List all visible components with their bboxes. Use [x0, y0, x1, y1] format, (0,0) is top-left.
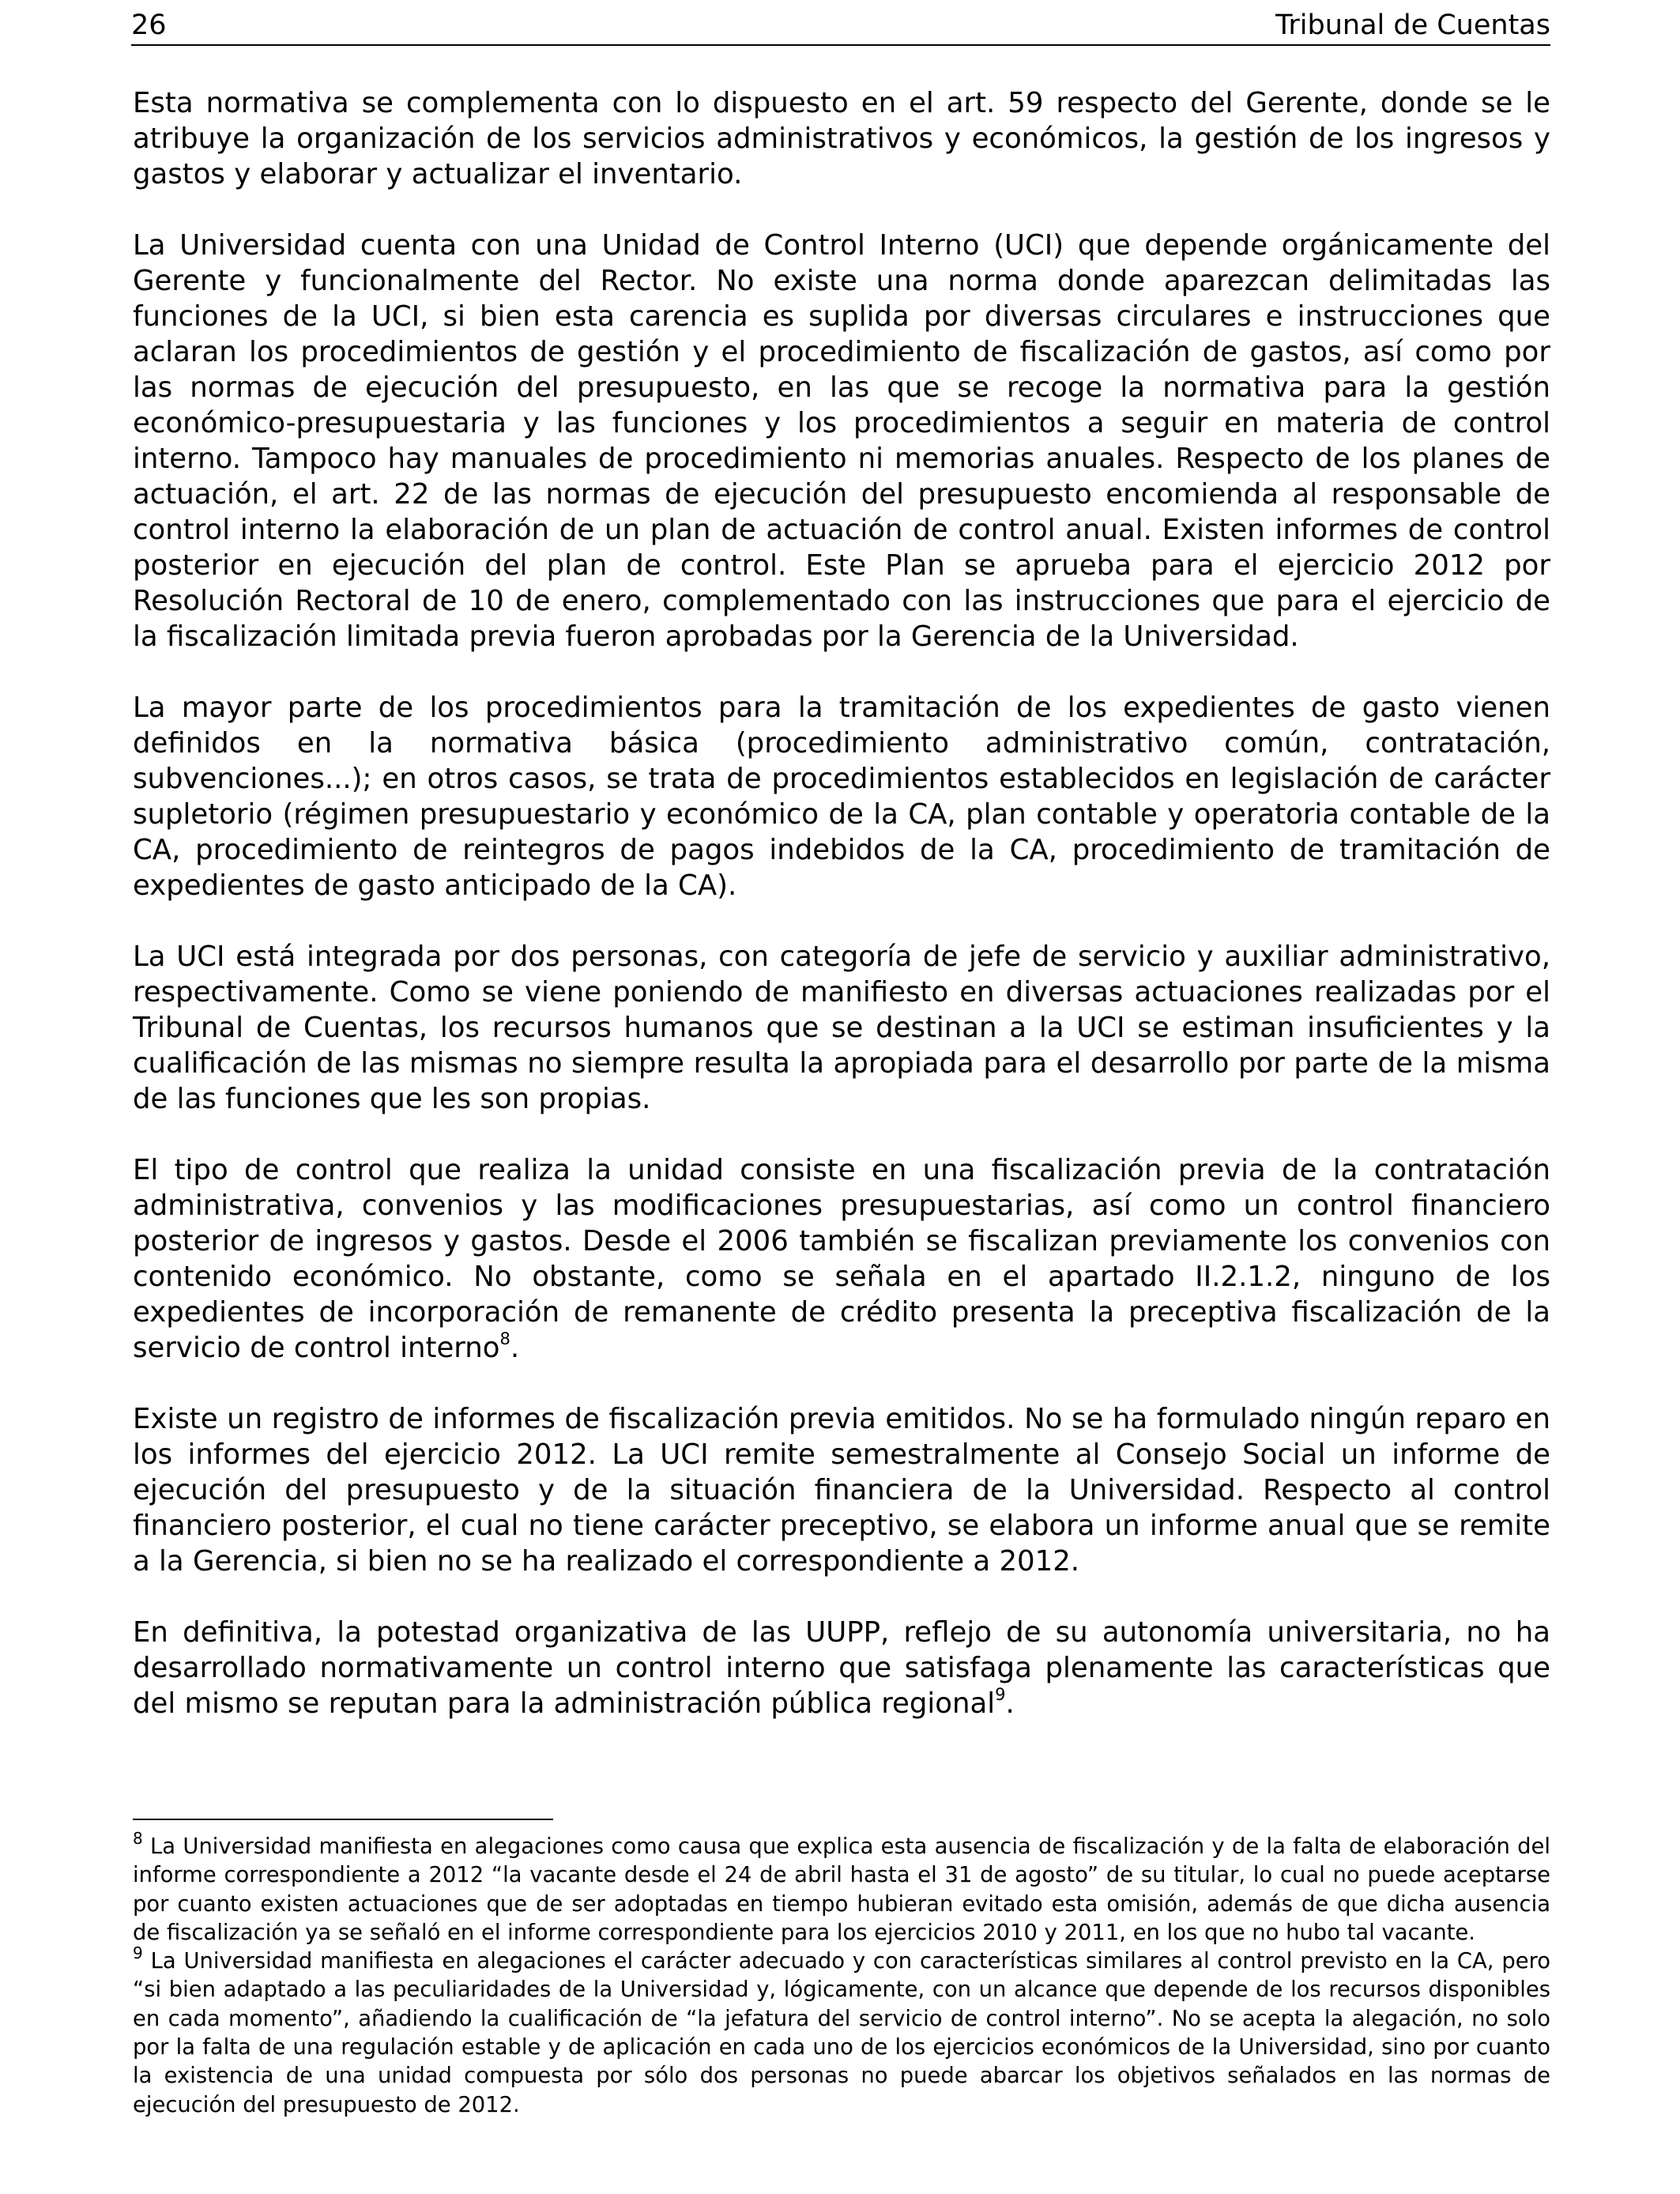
footnote-ref-8[interactable]: 8: [499, 1329, 510, 1348]
paragraph-6: Existe un registro de informes de fiscalización previa emitidos. No se ha formulado ningún reparo en los informes del ejercicio 2012. La UCI remite semestralmente al Consejo Social un informe de ejecución del presupuesto y de la situación financiera de la Universidad. Respecto al control financiero posterior, el cual no tiene carácter preceptivo, se elabora un informe anual que se remite a la Gerencia, si bien no se ha realizado el correspondiente a 2012.: [133, 1403, 1550, 1578]
paragraph-7-end: .: [1005, 1687, 1015, 1720]
paragraph-7-text: En definitiva, la potestad organizativa de las UUPP, reflejo de su autonomía universitaria, no ha desarrollado normativamente un control interno que satisfaga plenamente las características que del mismo se reputan para la administración pública regional: [133, 1616, 1550, 1720]
paragraph-5: [133, 1152, 1550, 1366]
footnote-text: La Universidad manifiesta en alegaciones el carácter adecuado y con características similares al control previsto en la CA, pero “si bien adaptado a las peculiaridades de la Universidad y, lógicamente, con un alcance que depende de los recursos disponibles en cada momento”, añadiendo la cualificación de “la jefatura del servicio de control interno”. No se acepta la alegación, no solo por la falta de una regulación estable y de aplicación en cada uno de los ejercicios económicos de la Universidad, sino por cuanto la existencia de una unidad compuesta por sólo dos personas no puede abarcar los objetivos señalados en las normas de ejecución del presupuesto de 2012.: [133, 1949, 1550, 2117]
footnote-ref-9[interactable]: 9: [995, 1685, 1006, 1704]
paragraph-5-end: .: [510, 1332, 520, 1364]
paragraph-5-text: El tipo de control que realiza la unidad consiste en una fiscalización previa de la contratación administrativa, convenios y las modificaciones presupuestarias, así como un control financiero posterior de ingresos y gastos. Desde el 2006 también se fiscalizan previamente los convenios con contenido económico. No obstante, como se señala en el apartado II.2.1.2, ninguno de los expedientes de incorporación de remanente de crédito presenta la preceptiva fiscalización de la servicio de control interno: [133, 1154, 1550, 1364]
page-header: [131, 5, 1550, 46]
header-title: Tribunal de Cuentas: [1275, 9, 1550, 41]
body-text: [133, 85, 1550, 1721]
paragraph-1: Esta normativa se complementa con lo dispuesto en el art. 59 respecto del Gerente, donde se le atribuye la organización de los servicios administrativos y económicos, la gestión de los ingresos y gastos y elaborar y actualizar el inventario.: [133, 87, 1550, 190]
paragraph-7: [133, 1615, 1550, 1721]
paragraph-4: La UCI está integrada por dos personas, con categoría de jefe de servicio y auxiliar administrativo, respectivamente. Como se viene poniendo de manifiesto en diversas actuaciones realizadas por el Tribunal de Cuentas, los recursos humanos que se destinan a la UCI se estiman insuficientes y la cualificación de las mismas no siempre resulta la apropiada para el desarrollo por parte de la misma de las funciones que les son propias.: [133, 941, 1550, 1115]
paragraph-3: La mayor parte de los procedimientos para la tramitación de los expedientes de gasto vienen definidos en la normativa básica (procedimiento administrativo común, contratación, subvenciones...); en otros casos, se trata de procedimientos establecidos en legislación de carácter supletorio (régimen presupuestario y económico de la CA, plan contable y operatoria contable de la CA, procedimiento de reintegros de pagos indebidos de la CA, procedimiento de tramitación de expedientes de gasto anticipado de la CA).: [133, 692, 1550, 902]
footnote-number: 8: [133, 1829, 143, 1848]
footnote-separator: [133, 1819, 553, 1820]
footnote-9: [133, 1943, 1550, 2120]
footnote-8: [133, 1829, 1550, 1947]
page-number: 26: [131, 9, 167, 41]
footnote-number: 9: [133, 1943, 143, 1963]
footnotes: [133, 1829, 1550, 2120]
footnote-text: La Universidad manifiesta en alegaciones como causa que explica esta ausencia de fiscalización y de la falta de elaboración del informe correspondiente a 2012 “la vacante desde el 24 de abril hasta el 31 de agosto” de su titular, lo cual no puede aceptarse por cuanto existen actuaciones que de ser adoptadas en tiempo hubieran evitado esta omisión, además de que dicha ausencia de fiscalización ya se señaló en el informe correspondiente para los ejercicios 2010 y 2011, en los que no hubo tal vacante.: [133, 1834, 1550, 1945]
paragraph-2: La Universidad cuenta con una Unidad de Control Interno (UCI) que depende orgánicamente del Gerente y funcionalmente del Rector. No existe una norma donde aparezcan delimitadas las funciones de la UCI, si bien esta carencia es suplida por diversas circulares e instrucciones que aclaran los procedimientos de gestión y el procedimiento de fiscalización de gastos, así como por las normas de ejecución del presupuesto, en las que se recoge la normativa para la gestión económico-presupuestaria y las funciones y los procedimientos a seguir en materia de control interno. Tampoco hay manuales de procedimiento ni memorias anuales. Respecto de los planes de actuación, el art. 22 de las normas de ejecución del presupuesto encomienda al responsable de control interno la elaboración de un plan de actuación de control anual. Existen informes de control posterior en ejecución del plan de control. Este Plan se aprueba para el ejercicio 2012 por Resolución Rectoral de 10 de enero, complementado con las instrucciones que para el ejercicio de la fiscalización limitada previa fueron aprobadas por la Gerencia de la Universidad.: [133, 229, 1550, 653]
